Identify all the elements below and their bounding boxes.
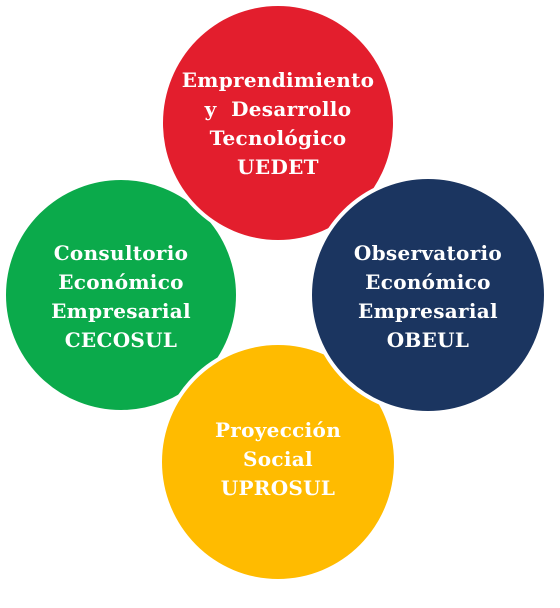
obeul-line-2: Económico (365, 270, 491, 294)
circle-uedet-text (182, 66, 375, 182)
cecosul-line-1: Consultorio (53, 241, 189, 265)
uedet-line-2: y Desarrollo (204, 97, 352, 121)
uprosul-line-1: Proyección (214, 417, 342, 442)
cecosul-line-4: CECOSUL (64, 328, 178, 352)
circle-cecosul-text (51, 239, 191, 355)
cecosul-line-3: Empresarial (51, 299, 191, 323)
obeul-line-3: Empresarial (358, 299, 498, 323)
obeul-line-4: OBEUL (386, 328, 470, 352)
circle-uprosul-text (215, 416, 341, 503)
uedet-line-4: UEDET (237, 155, 319, 179)
obeul-line-1: Observatorio (353, 241, 503, 265)
uedet-line-1: Emprendimiento (181, 68, 375, 92)
circle-obeul (308, 175, 548, 415)
uprosul-line-3: UPROSUL (220, 475, 336, 500)
uprosul-line-2: Social (243, 446, 313, 471)
circle-obeul-text (354, 239, 502, 355)
uedet-line-3: Tecnológico (209, 126, 347, 150)
cecosul-line-2: Económico (58, 270, 184, 294)
